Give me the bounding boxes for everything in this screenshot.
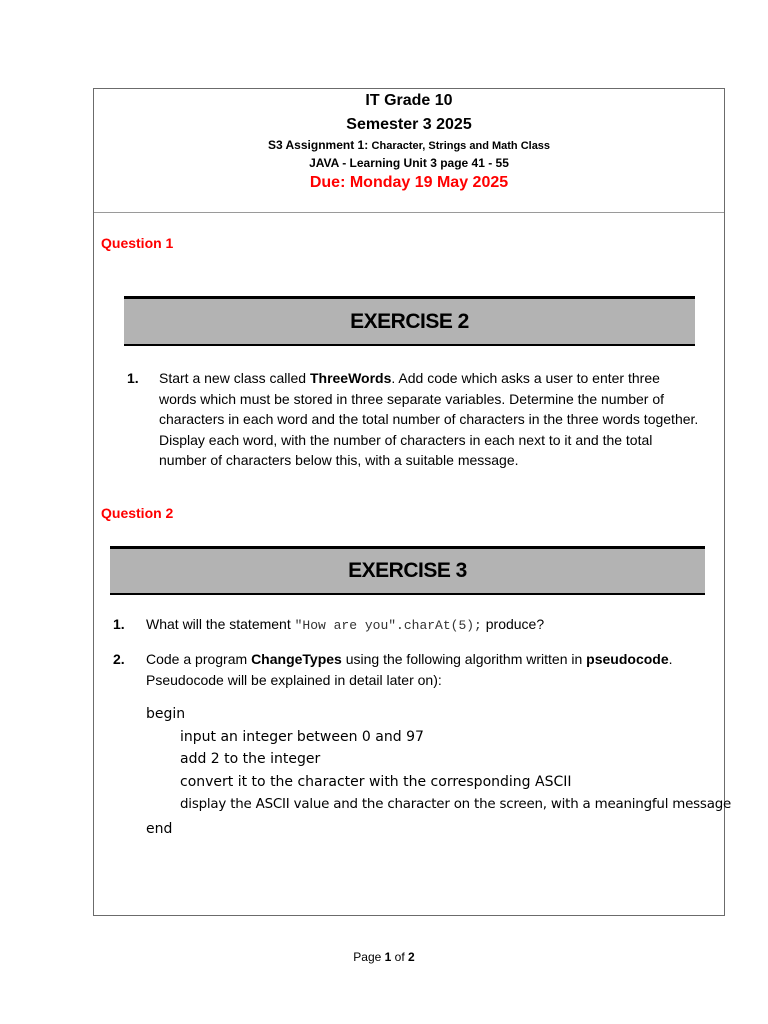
assignment-line bbox=[94, 138, 724, 152]
exercise-2-item-number: 1. bbox=[127, 370, 139, 386]
item-text-part: Start a new class called bbox=[159, 370, 310, 386]
learning-unit: JAVA - Learning Unit 3 page 41 - 55 bbox=[309, 156, 509, 170]
semester-title: Semester 3 2025 bbox=[346, 116, 472, 133]
of-word: of bbox=[394, 950, 405, 964]
question-1-label: Question 1 bbox=[101, 235, 174, 251]
pseudocode-step-2: add 2 to the integer bbox=[180, 751, 321, 767]
item-text-part: . Add code which asks a user to enter three words which must be stored in three separate variables. Determine the number of characters in each word and the total number of characters in the three words together. Display each word, with the number of characters in each next to it and the total number of characters below this, with a suitable message. bbox=[159, 370, 699, 468]
pseudocode-end: end bbox=[146, 821, 173, 837]
assignment-prefix: S3 Assignment 1: bbox=[267, 138, 369, 152]
item-text-part: . bbox=[668, 651, 673, 667]
exercise-3-item2-number: 2. bbox=[113, 651, 125, 667]
item-text-part: using the following algorithm written in bbox=[341, 651, 587, 667]
page-footer bbox=[0, 950, 768, 964]
exercise-2-banner bbox=[124, 296, 695, 346]
assignment-frame bbox=[93, 88, 725, 916]
code-snippet: "How are you".charAt(5); bbox=[294, 618, 482, 633]
grade-title: IT Grade 10 bbox=[365, 92, 453, 109]
exercise-3-item1-number: 1. bbox=[113, 616, 125, 632]
exercise-3-banner bbox=[110, 546, 705, 595]
pseudocode-step-3: convert it to the character with the corresponding ASCII bbox=[180, 774, 572, 790]
due-date: Due: Monday 19 May 2025 bbox=[309, 174, 509, 191]
assignment-title: Character, Strings and Math Class bbox=[371, 140, 551, 152]
pseudocode-step-1: input an integer between 0 and 97 bbox=[180, 729, 424, 745]
exercise-2-item-text bbox=[159, 368, 699, 471]
class-name-threewords: ThreeWords bbox=[309, 370, 392, 386]
exercise-2-title: EXERCISE 2 bbox=[350, 310, 469, 333]
item-text-line2: Pseudocode will be explained in detail later on): bbox=[146, 671, 442, 688]
question-2-label: Question 2 bbox=[101, 505, 174, 521]
item-text-part: What will the statement bbox=[146, 616, 295, 632]
pseudocode-step-4: display the ASCII value and the character on the screen, with a meaningful message bbox=[180, 797, 732, 812]
page-word: Page bbox=[353, 950, 382, 964]
exercise-3-item1-text bbox=[146, 614, 706, 637]
page-total: 2 bbox=[408, 950, 415, 964]
exercise-3-item2-text bbox=[146, 649, 706, 690]
class-name-changetypes: ChangeTypes bbox=[251, 651, 342, 667]
item-text-part: produce? bbox=[481, 616, 545, 632]
assignment-header bbox=[94, 89, 724, 213]
pseudocode-term: pseudocode bbox=[586, 651, 669, 667]
exercise-3-title: EXERCISE 3 bbox=[348, 559, 467, 582]
pseudocode-begin: begin bbox=[146, 706, 186, 722]
page-number: 1 bbox=[384, 950, 392, 964]
item-text-part: Code a program bbox=[146, 651, 252, 667]
